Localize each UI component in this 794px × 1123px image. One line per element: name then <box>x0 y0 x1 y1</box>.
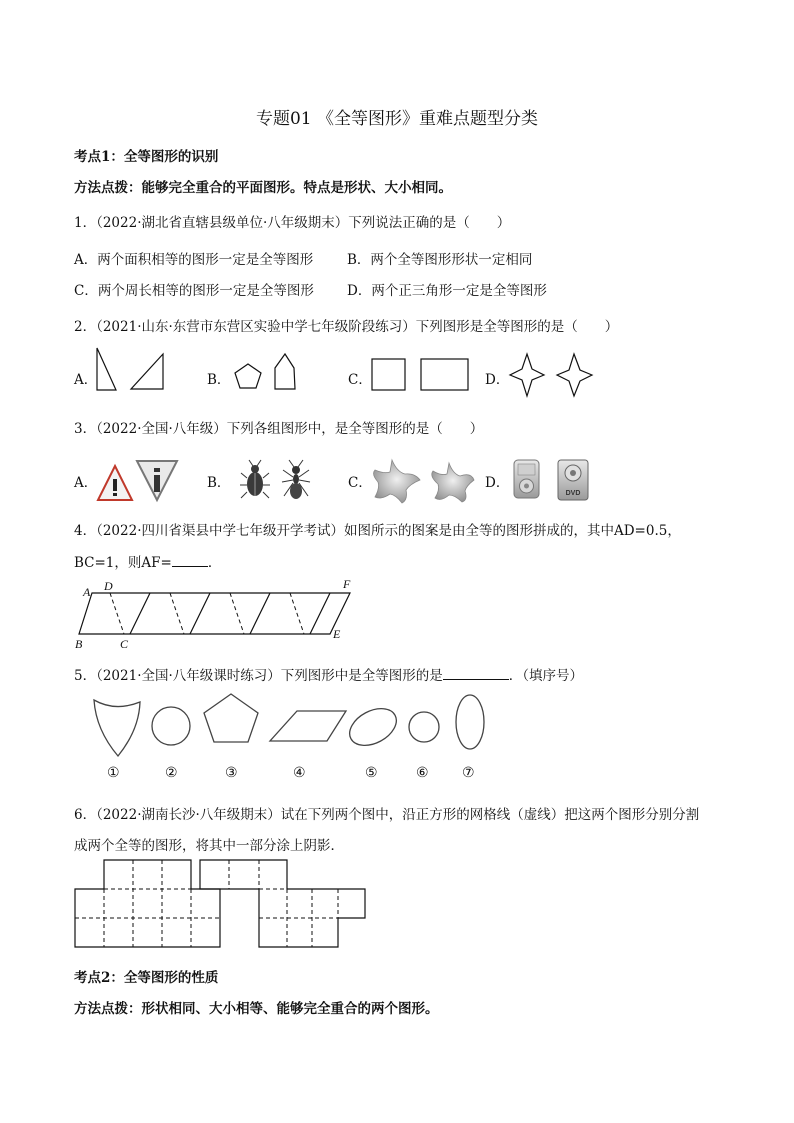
shape-number-7: ⑦ <box>462 765 475 781</box>
question-1-option-b: B．两个全等图形形状一定相同 <box>347 252 533 268</box>
method-tip-2: 方法点拨：形状相同、大小相等、能够完全重合的两个图形。 <box>74 1001 439 1017</box>
question-2-stem: 2．（2021·山东·东营市东营区实验中学七年级阶段练习）下列图形是全等图形的是（ ） <box>74 319 619 335</box>
question-1-option-c: C．两个周长相等的图形一定是全等图形 <box>74 283 314 299</box>
question-6-stem-line2: 成两个全等的图形，将其中一部分涂上阴影． <box>74 838 344 854</box>
question-4-end: ． <box>207 555 222 571</box>
question-2-label-d: D． <box>485 372 510 388</box>
svg-text:DVD: DVD <box>565 490 581 497</box>
question-2-label-c: C． <box>348 372 372 388</box>
question-2-label-a: A． <box>74 372 98 388</box>
point-label-b: B <box>75 637 83 651</box>
question-2-label-b: B． <box>207 372 231 388</box>
grid-figure-2 <box>200 860 365 947</box>
question-3-label-d: D． <box>485 475 510 491</box>
question-3-stem: 3．（2022·全国·八年级）下列各组图形中，是全等图形的是（ ） <box>74 421 484 437</box>
question-3-label-c: C． <box>348 475 372 491</box>
question-3-label-b: B． <box>207 475 231 491</box>
point-label-d: D <box>104 579 113 593</box>
question-4-text: BC=1，则AF= <box>74 555 172 571</box>
point-label-c: C <box>120 637 129 651</box>
question-1-option-d: D．两个正三角形一定是全等图形 <box>347 283 547 299</box>
point-label-e: E <box>333 627 341 641</box>
question-1-option-a: A．两个面积相等的图形一定是全等图形 <box>74 252 314 268</box>
question-5-text: 5．（2021·全国·八年级课时练习）下列图形中是全等图形的是 <box>74 668 443 684</box>
page-title: 专题01 《全等图形》重难点题型分类 <box>255 109 539 129</box>
point-label-a: A <box>83 585 91 599</box>
section-heading-1: 考点1：全等图形的识别 <box>74 149 219 165</box>
question-6-stem-line1: 6．（2022·湖南长沙·八年级期末）试在下列两个图中，沿正方形的网格线（虚线）把这两个图形分别分割 <box>74 807 700 823</box>
point-label-f: F <box>343 577 351 591</box>
question-3-label-a: A． <box>74 475 98 491</box>
shape-number-2: ② <box>165 765 178 781</box>
grid-figure-1 <box>75 860 220 947</box>
shape-number-3: ③ <box>225 765 238 781</box>
method-tip-1: 方法点拨：能够完全重合的平面图形。特点是形状、大小相同。 <box>74 180 452 196</box>
section-heading-2: 考点2：全等图形的性质 <box>74 970 219 986</box>
question-4-stem-line1: 4．（2022·四川省渠县中学七年级开学考试）如图所示的图案是由全等的图形拼成的，其中AD=0.5， <box>74 523 681 539</box>
shape-number-1: ① <box>107 765 120 781</box>
shape-number-4: ④ <box>293 765 306 781</box>
question-5-end: ．（填序号） <box>508 668 584 684</box>
shape-number-5: ⑤ <box>365 765 378 781</box>
question-1-stem: 1．（2022·湖北省直辖县级单位·八年级期末）下列说法正确的是（ ） <box>74 215 511 231</box>
shape-number-6: ⑥ <box>416 765 429 781</box>
